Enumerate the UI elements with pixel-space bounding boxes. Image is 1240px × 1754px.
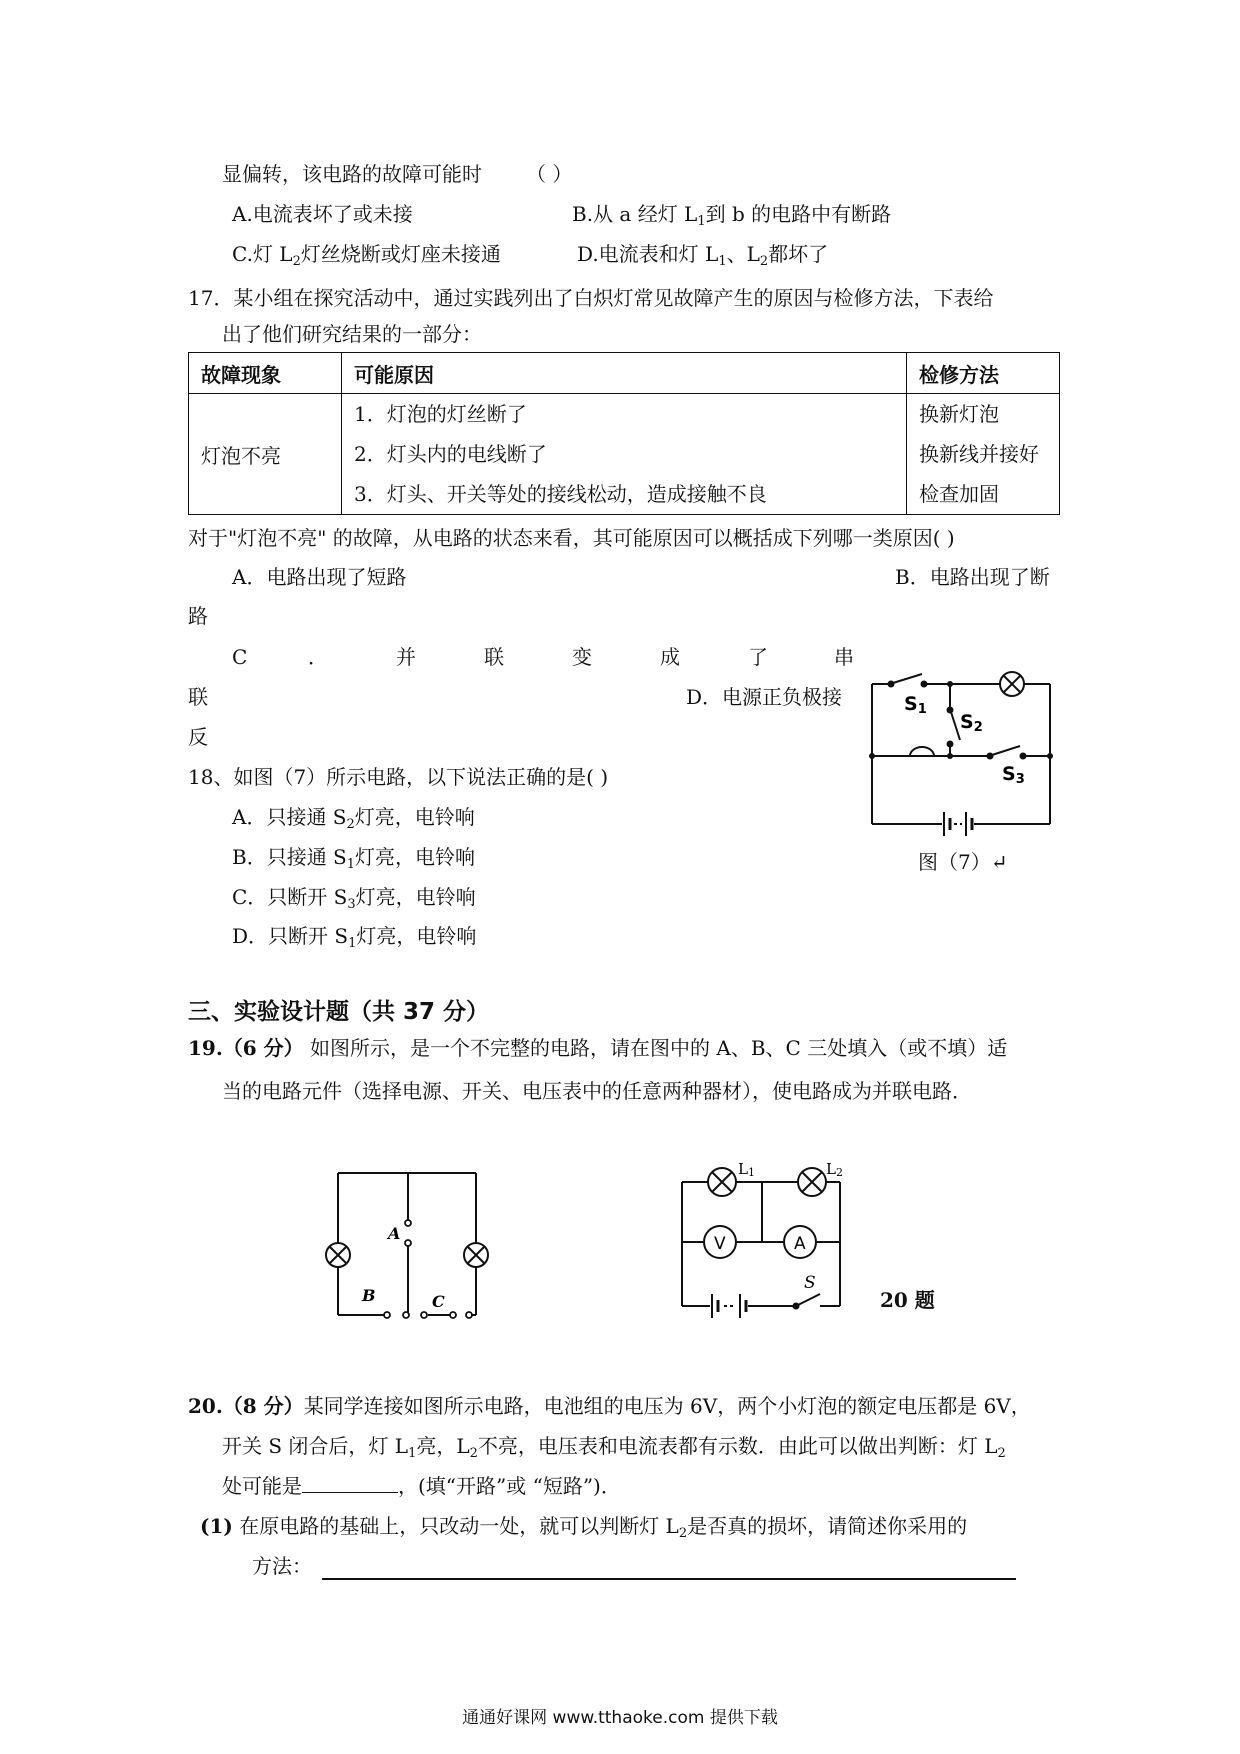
label-v: V [714, 1234, 726, 1254]
q18-option-d: D．只断开 $S_1$灯亮，电铃响 [232, 924, 477, 951]
label-b: B [362, 1286, 376, 1305]
cause-item: 3．灯头、开关等处的接线松动，造成接触不良 [354, 482, 767, 506]
fault-table-row [189, 394, 1060, 515]
fix-item: 换新线并接好 [919, 442, 1039, 466]
q17-option-c-char: 成 [660, 645, 680, 669]
page-footer: 通通好课网 www.tthaoke.com 提供下载 [462, 1708, 778, 1728]
switch-s2 [951, 712, 960, 740]
q17-option-c-char: 变 [572, 645, 592, 669]
figure-7-circuit [860, 660, 1060, 840]
q20-sub1-line1: (1) 在原电路的基础上，只改动一处，就可以判断灯 $L_2$是否真的损坏，请简述你采用的 [200, 1514, 968, 1541]
q17-stem-line1: 17．某小组在探究活动中，通过实践列出了白炽灯常见故障产生的原因与检修方法，下表给 [188, 286, 994, 310]
lamp-l1-icon [708, 1168, 736, 1196]
battery-icon [712, 1294, 746, 1318]
q17-question: 对于"灯泡不亮" 的故障，从电路的状态来看，其可能原因可以概括成下列哪一类原因( ) [188, 526, 955, 550]
lamp-l2-icon [798, 1168, 826, 1196]
q18-option-b: B．只接通 $S_1$灯亮，电铃响 [232, 845, 476, 872]
label-l1: L1 [738, 1160, 755, 1179]
q16-option-a: A.电流表坏了或未接 [232, 202, 413, 226]
q17-option-c-cont: 联 [188, 685, 208, 709]
figure-20-caption: 20 题 [880, 1288, 935, 1312]
q17-option-c-char: ． [308, 645, 328, 669]
q16-option-d: D.电流表和灯 $L_1$、$L_2$都坏了 [577, 242, 829, 269]
label-s2: S2 [960, 711, 983, 735]
label-a: A [794, 1234, 806, 1254]
fix-item: 换新灯泡 [919, 402, 999, 426]
q17-option-b: B．电路出现了断 [895, 565, 1050, 589]
switch-s1 [893, 674, 922, 683]
cell-fixes [907, 394, 1060, 515]
terminal [384, 1312, 390, 1318]
terminal [466, 1312, 472, 1318]
header-fix: 检修方法 [907, 353, 1060, 394]
q19-stem-line2: 当的电路元件（选择电源、开关、电压表中的任意两种器材），使电路成为并联电路． [222, 1079, 972, 1103]
lamp-icon [1000, 672, 1024, 696]
q20-stem-line1: 20.（8 分）某同学连接如图所示电路，电池组的电压为 6V，两个小灯泡的额定电压都是 6V， [188, 1394, 1031, 1418]
cell-phenomenon: 灯泡不亮 [189, 394, 342, 515]
header-phenomenon: 故障现象 [189, 353, 342, 394]
lamp-left-icon [326, 1243, 350, 1267]
q17-option-c-char: C [232, 645, 248, 669]
answer-blank[interactable] [302, 1474, 398, 1493]
switch-s [798, 1294, 820, 1305]
q16-stem: 显偏转，该电路的故障可能时 （ ） [222, 162, 573, 186]
q20-stem-line2: 开关 S 闭合后，灯 $L_1$亮，$L_2$不亮，电压表和电流表都有示数．由此可以做出判断：灯 $L_2$ [222, 1434, 1006, 1461]
q18-option-c: C．只断开 $S_3$灯亮，电铃响 [232, 885, 476, 912]
q17-stem-line2: 出了他们研究结果的一部分： [222, 322, 482, 346]
lamp-right-icon [464, 1243, 488, 1267]
q16-option-c: C.灯 $L_2$灯丝烧断或灯座未接通 [232, 242, 501, 269]
q17-option-c-char: 联 [484, 645, 504, 669]
q17-option-c-char: 串 [834, 645, 854, 669]
bell-icon [910, 747, 934, 756]
q18-stem: 18、如图（7）所示电路，以下说法正确的是( ) [188, 765, 609, 789]
label-a: A [388, 1224, 401, 1243]
q18-option-a: A．只接通 $S_2$灯亮，电铃响 [232, 805, 475, 832]
header-cause: 可能原因 [342, 353, 907, 394]
q20-circuit [670, 1162, 850, 1322]
label-c: C [432, 1292, 445, 1311]
terminal [405, 1240, 411, 1246]
q17-option-d-cont: 反 [188, 725, 208, 749]
q17-option-c-char: 并 [396, 645, 416, 669]
terminal [405, 1220, 411, 1226]
q19-stem-line1: 19.（6 分） 如图所示，是一个不完整的电路，请在图中的 A、B、C 三处填入（或不填）适 [188, 1036, 1008, 1060]
q17-option-a: A．电路出现了短路 [232, 565, 407, 589]
q17-option-b-cont: 路 [188, 604, 208, 628]
fault-table [188, 352, 1060, 515]
q17-option-d: D．电源正负极接 [686, 685, 843, 709]
fault-table-header [189, 353, 1060, 394]
q17-option-c-char: 了 [748, 645, 768, 669]
figure-7-caption: 图（7）↵ [918, 850, 1008, 874]
terminal [421, 1312, 427, 1318]
section-3-heading: 三、实验设计题（共 37 分） [188, 999, 490, 1025]
battery-icon [944, 812, 972, 836]
q20-stem-line3: 处可能是 ，(填“开路”或 “短路”)． [222, 1474, 621, 1498]
label-s1: S1 [904, 693, 927, 717]
q16-option-b: B.从 a 经灯 $L_1$到 b 的电路中有断路 [572, 202, 892, 229]
cause-item: 1．灯泡的灯丝断了 [354, 402, 527, 426]
label-s3: S3 [1002, 763, 1025, 787]
terminal [450, 1312, 456, 1318]
q19-circuit [318, 1165, 498, 1330]
switch-s3 [992, 746, 1020, 755]
answer-line[interactable] [322, 1578, 1016, 1580]
label-s: S [804, 1273, 816, 1293]
label-l2: L2 [826, 1160, 843, 1179]
cell-causes [342, 394, 907, 515]
cause-item: 2．灯头内的电线断了 [354, 442, 547, 466]
q20-sub1-line2: 方法： [252, 1554, 312, 1578]
fix-item: 检查加固 [919, 482, 999, 506]
terminal [403, 1312, 409, 1318]
